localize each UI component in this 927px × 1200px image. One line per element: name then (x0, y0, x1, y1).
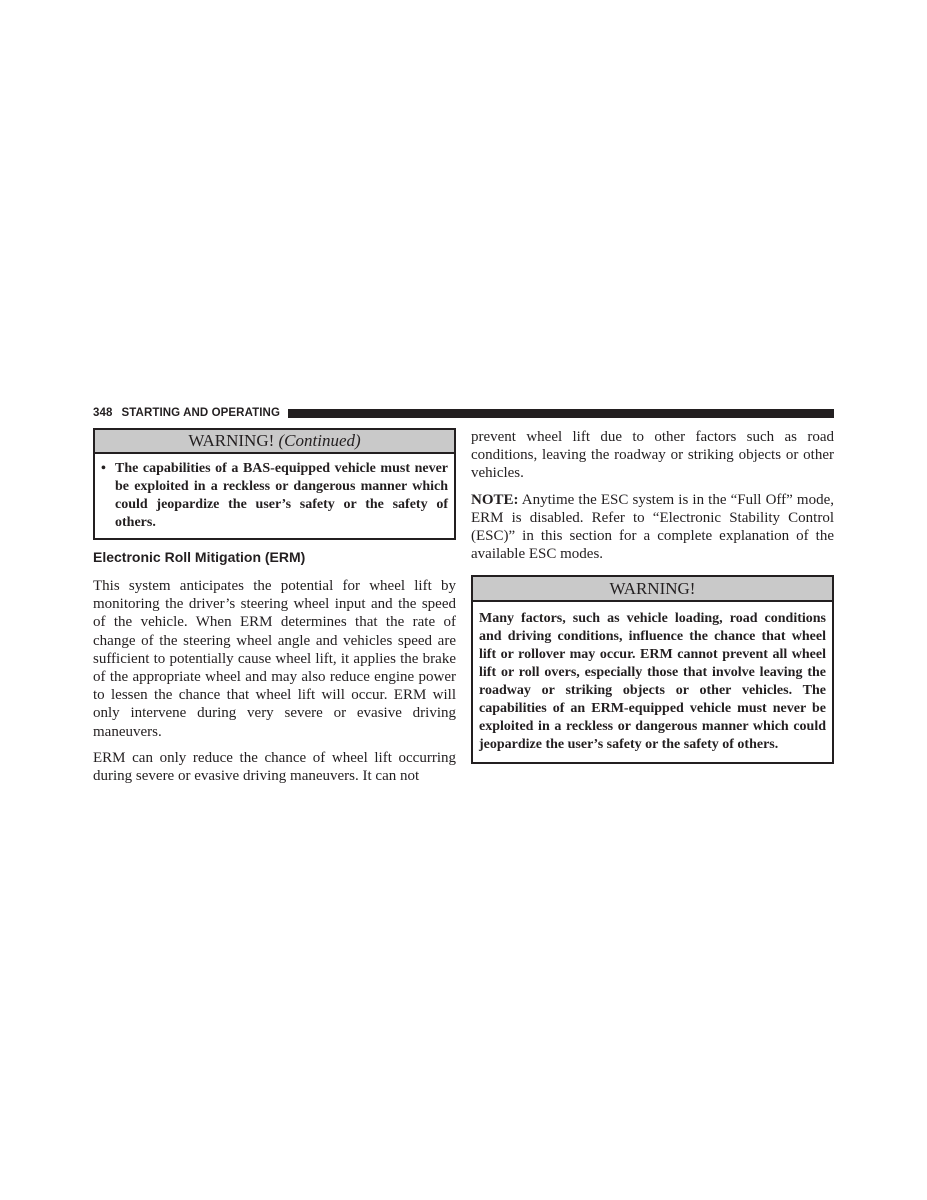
right-column (471, 428, 834, 764)
section-title: STARTING AND OPERATING (121, 407, 281, 419)
header-rule (288, 409, 834, 418)
warning-label: WARNING! (188, 431, 275, 450)
page-header (93, 405, 834, 421)
warning-continued-box (93, 428, 456, 540)
warning-title: WARNING! (473, 577, 832, 602)
warning-continued-label: (Continued) (278, 431, 361, 450)
bullet-icon: • (101, 461, 106, 476)
warning-bullet (101, 460, 448, 532)
erm-paragraph-2: ERM can only reduce the chance of wheel lift occurring during severe or evasive driving maneuvers. It can not (93, 749, 456, 785)
warning-bullet-text: The capabilities of a BAS-equipped vehicle must never be exploited in a reckless or dangerous manner which could jeopardize the user’s safety or the safety of others. (115, 461, 448, 530)
erm-paragraph-continued: prevent wheel lift due to other factors such as road conditions, leaving the roadway or striking objects or other vehicles. (471, 429, 834, 482)
warning-title (95, 430, 454, 454)
page-number: 348 (93, 407, 113, 419)
note-paragraph (471, 491, 834, 564)
erm-paragraph-1: This system anticipates the potential for wheel lift by monitoring the driver’s steering wheel input and the speed of the vehicle. When ERM determines that the rate of change of the steering wheel angle and vehicles speed are sufficient to potentially cause wheel lift, it applies the brake of the appropriate wheel and may also reduce engine power to lessen the chance that wheel lift will occur. ERM will only intervene during very severe or evasive driving maneuvers. (93, 578, 456, 740)
warning-body: Many factors, such as vehicle loading, road conditions and driving conditions, influence the chance that wheel lift or rollover may occur. ERM cannot prevent all wheel lift or roll overs, especially those that involve leaving the roadway or striking objects or other vehicles. The capabilities of an ERM-equipped vehicle must never be exploited in a reckless or dangerous manner which could jeopardize the user’s safety or the safety of others. (479, 611, 826, 753)
note-text: Anytime the ESC system is in the “Full Off” mode, ERM is disabled. Refer to “Electronic Stability Control (ESC)” in this section for a complete explanation of the available ESC modes. (471, 491, 834, 563)
left-column (93, 428, 456, 793)
note-label: NOTE: (471, 491, 519, 508)
warning-box (471, 575, 834, 764)
erm-heading: Electronic Roll Mitigation (ERM) (93, 549, 306, 565)
warning-body (95, 454, 454, 538)
